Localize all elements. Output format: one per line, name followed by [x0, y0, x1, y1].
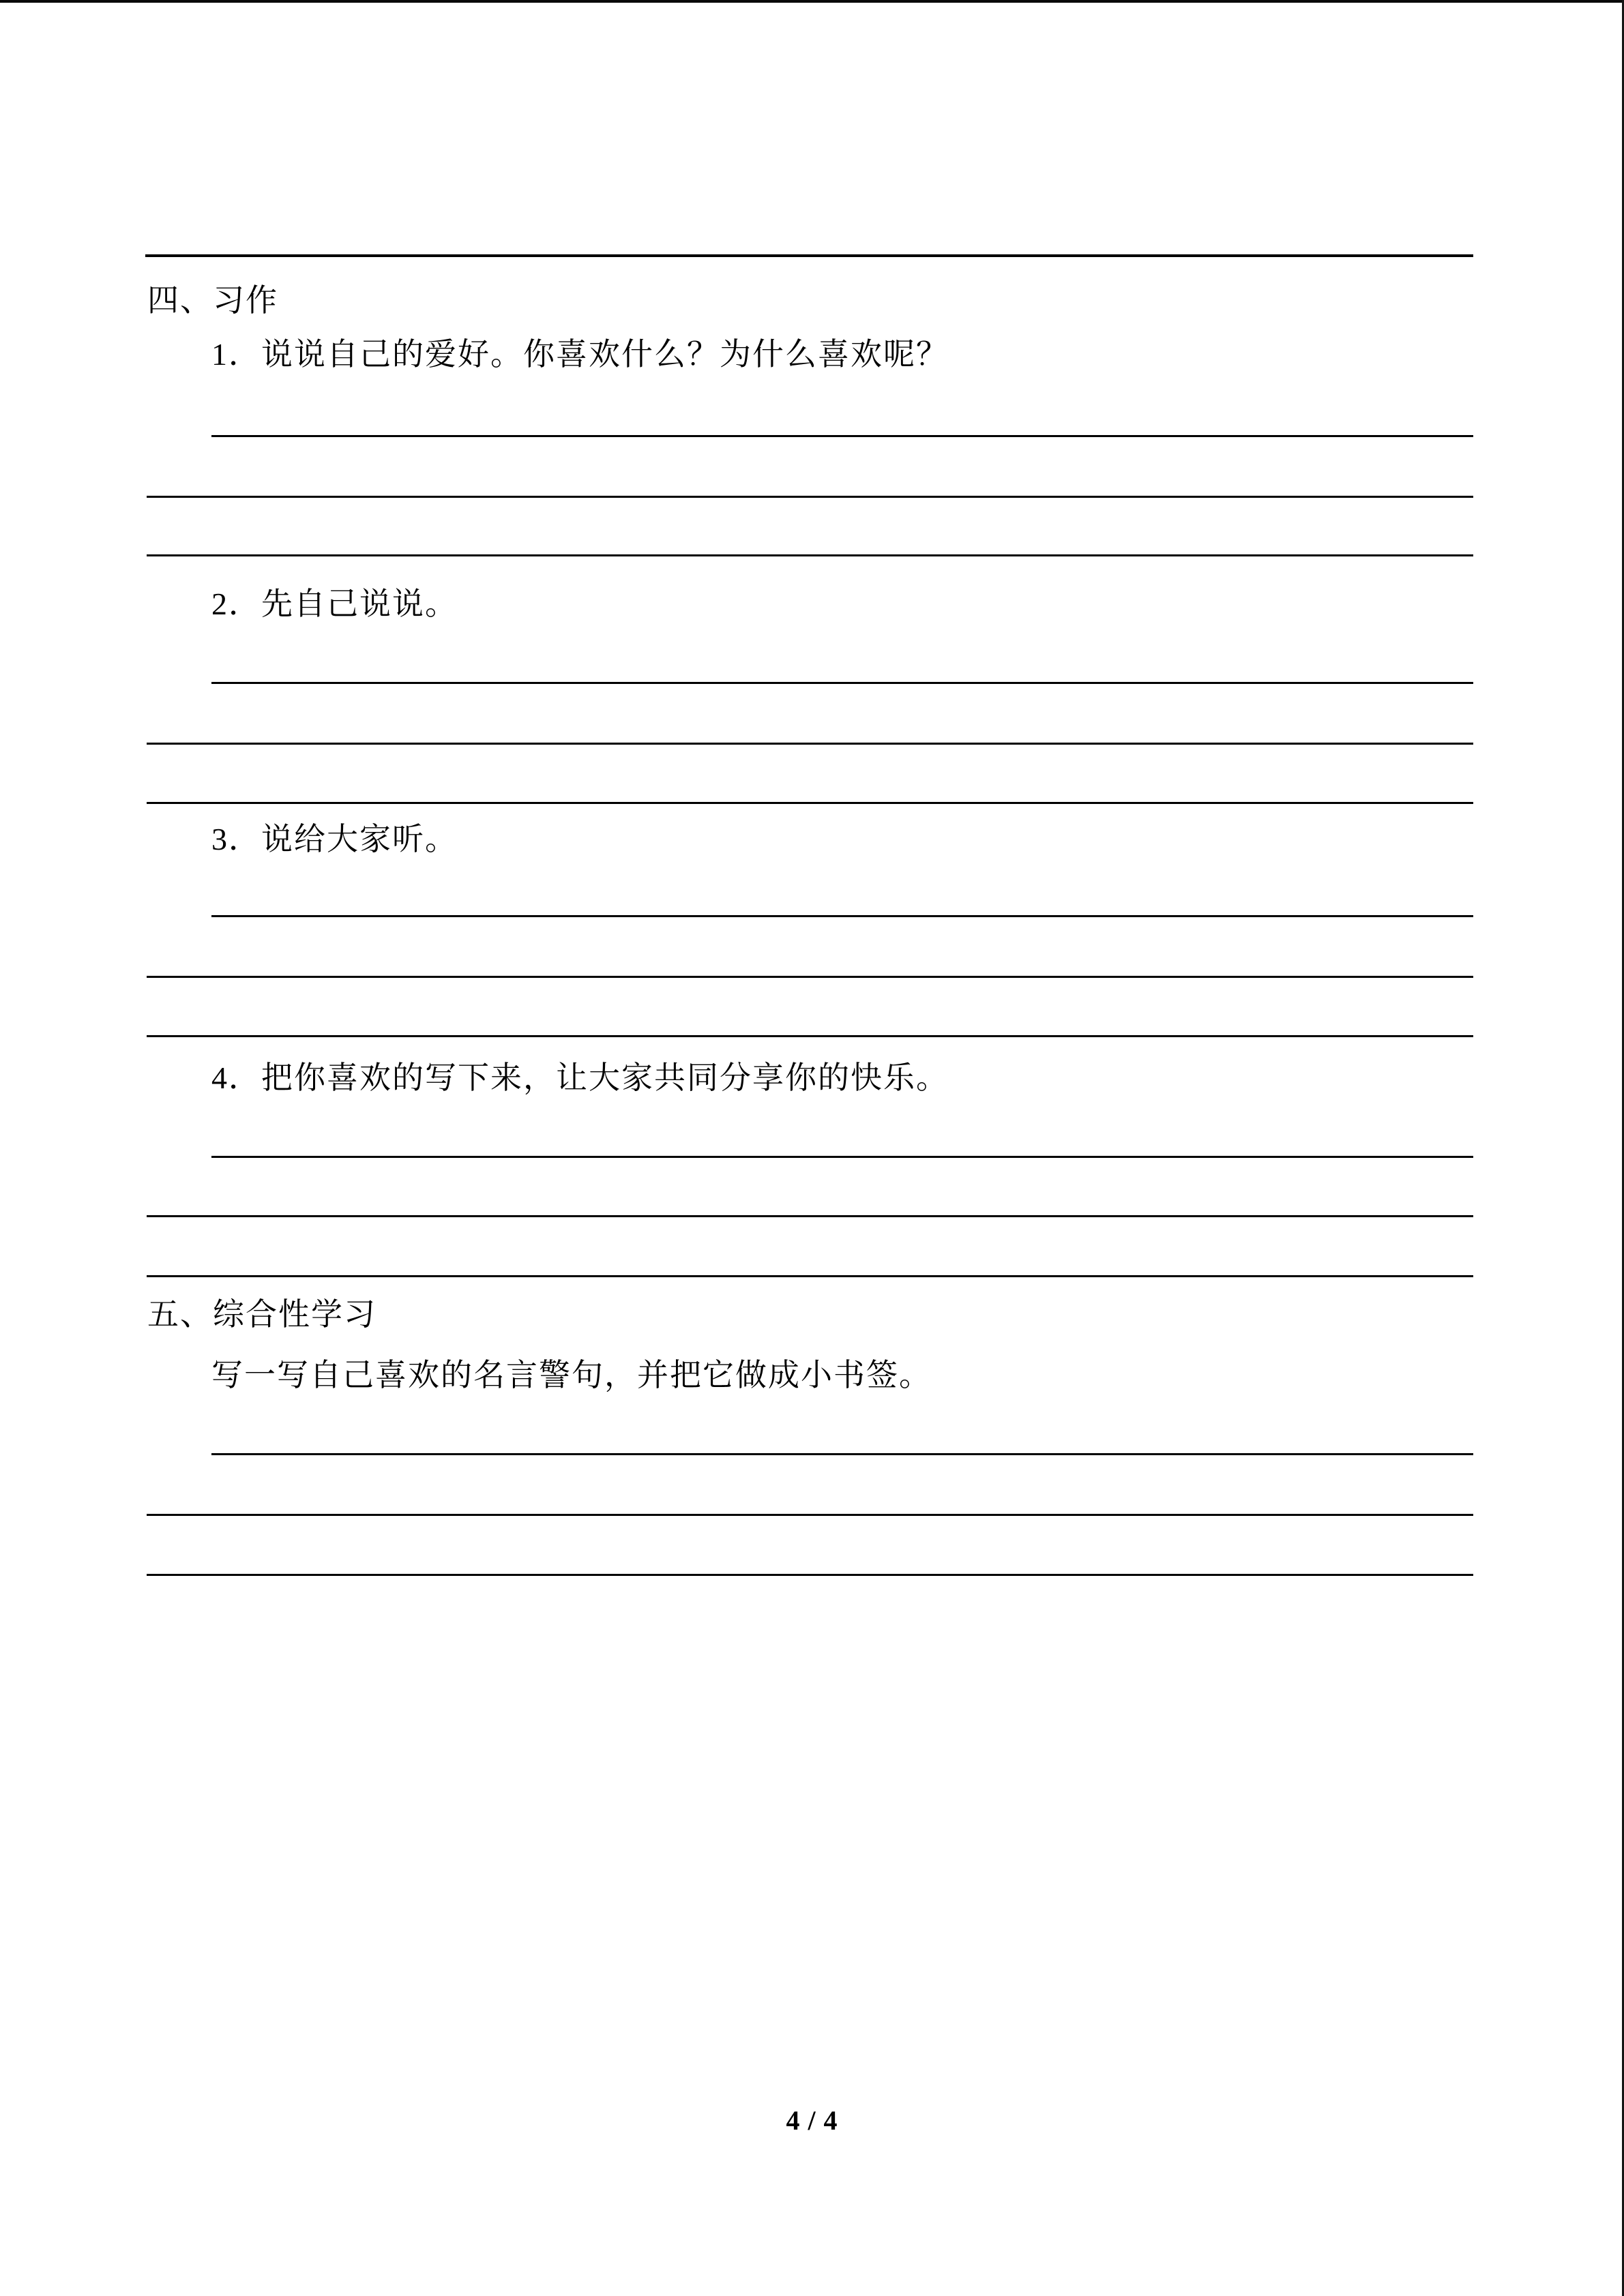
section-divider-line — [145, 254, 1473, 257]
writing-line — [147, 1514, 1473, 1516]
writing-line — [147, 802, 1473, 804]
section-4-heading: 四、习作 — [147, 283, 278, 318]
question-1-text: 1．说说自己的爱好。你喜欢什么？为什么喜欢呢？ — [211, 337, 949, 372]
writing-line — [147, 554, 1473, 556]
writing-line — [211, 915, 1473, 917]
page-number: 4 / 4 — [786, 2105, 838, 2136]
writing-line — [211, 682, 1473, 684]
writing-line — [147, 1215, 1473, 1217]
writing-line — [147, 1035, 1473, 1037]
section-5-heading: 五、综合性学习 — [147, 1297, 377, 1332]
question-2-text: 2．先自己说说。 — [211, 586, 458, 621]
question-3-text: 3．说给大家听。 — [211, 822, 458, 856]
writing-line — [147, 1574, 1473, 1576]
section-5-prompt: 写一写自己喜欢的名言警句，并把它做成小书签。 — [211, 1358, 932, 1392]
writing-line — [147, 743, 1473, 745]
writing-line — [147, 1275, 1473, 1277]
question-4-text: 4．把你喜欢的写下来，让大家共同分享你的快乐。 — [211, 1060, 949, 1095]
writing-line — [147, 976, 1473, 978]
writing-line — [211, 1453, 1473, 1455]
writing-line — [211, 435, 1473, 437]
writing-line — [147, 496, 1473, 498]
writing-line — [211, 1156, 1473, 1158]
page-top-border — [0, 0, 1624, 3]
